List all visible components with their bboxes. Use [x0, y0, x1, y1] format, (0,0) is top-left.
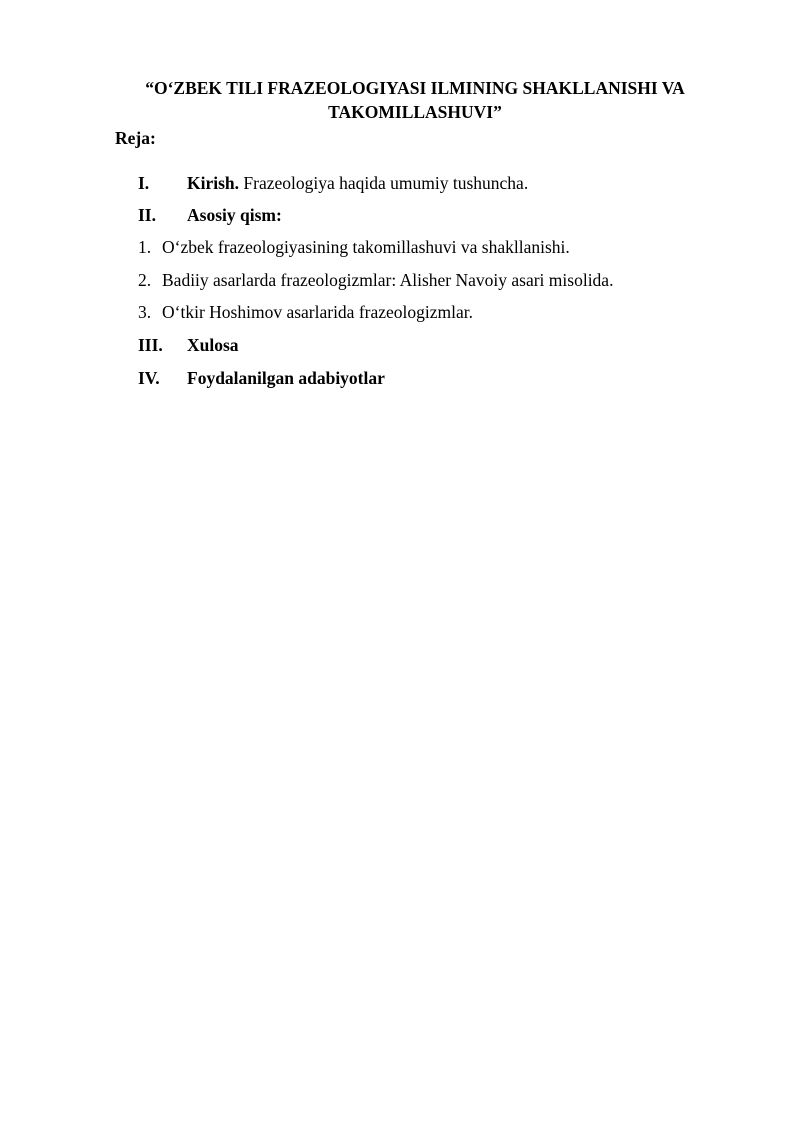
- plan-section-2: [138, 204, 282, 226]
- plan-subsection-3: [138, 301, 473, 323]
- subsection-text: Badiiy asarlarda frazeologizmlar: Alisher Navoiy asari misolida.: [162, 270, 614, 290]
- subsection-number: 1.: [138, 237, 152, 257]
- section-numeral: I.: [138, 173, 150, 193]
- section-numeral: III.: [138, 335, 163, 355]
- section-heading: Kirish.: [187, 173, 240, 193]
- section-heading: Xulosa: [187, 335, 239, 355]
- subsection-text: O‘tkir Hoshimov asarlarida frazeologizmlar.: [162, 302, 474, 322]
- document-title: “O‘ZBEK TILI FRAZEOLOGIYASI ILMINING SHAKLLANISHI VA TAKOMILLASHUVI”: [145, 78, 685, 122]
- subsection-number: 3.: [138, 302, 152, 322]
- section-numeral: IV.: [138, 368, 160, 388]
- section-heading: Foydalanilgan adabiyotlar: [187, 368, 385, 388]
- subsection-number: 2.: [138, 270, 152, 290]
- section-text: Frazeologiya haqida umumiy tushuncha.: [239, 173, 529, 193]
- plan-section-4: [138, 367, 385, 389]
- plan-section-3: [138, 334, 239, 356]
- plan-section-1: [138, 172, 528, 194]
- subsection-text: O‘zbek frazeologiyasining takomillashuvi va shakllanishi.: [162, 237, 570, 257]
- section-numeral: II.: [138, 205, 156, 225]
- plan-subsection-2: [138, 269, 613, 291]
- plan-subsection-1: [138, 236, 570, 258]
- section-heading: Asosiy qism:: [187, 205, 282, 225]
- plan-label: Reja:: [115, 128, 156, 148]
